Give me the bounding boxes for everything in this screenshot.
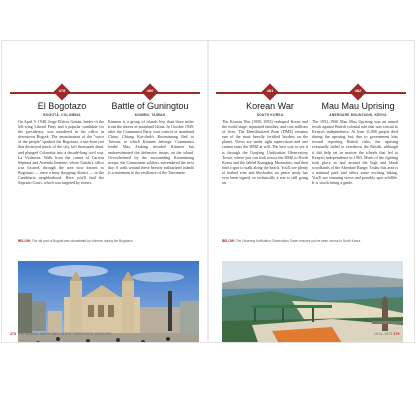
page-number: 378 [10,332,17,336]
entry-body: The Korean War (1950–1953) reshaped Korea and the world stage, separated families, and cost millions of lives. The Demilitarized Zone (DMZ) remains one of the most heavily fortified borders on the planet. Views are under tight supervision and one cannot enter the DMZ at will. The best way to see it is through the Gonjong Unification Observatory Tower, where you can look across the DMZ to North Korea and the fabled Kumgang Mountains, and then find a spot to walk along the beach. You'll see plenty of barbed wire and blockades; no peace treaty has ever been signed, so technically a war is still going on. [222,119,308,186]
page-number: 379 [393,332,400,336]
entry-number: 478 [58,88,66,93]
bogota-plaza-photo [18,261,199,342]
caption-text: The old part of Bogotá was devastated by violence during the Bogotazo. [31,239,134,243]
entry-number: 482 [354,88,362,93]
page-footer [374,332,400,336]
book-spread [2,41,414,342]
entry-title: Battle of Guningtou [111,101,189,111]
entry-body: Kinmen is a group of islands less than three miles from the shores of mainland China. In October 1949, after the Communist Party won control of mainland China, Chiang Kai-shek's Kuomintang fled to Taiwan, to which Kinmen belongs. Communist leader Mao Zedong invaded Kinmen but underestimated the defensive troops on the island. Overwhelmed by the surrounding Kuomintang troops, the Communist soldiers surrendered the next day. A walk around these heavily militarized islands is a testament to the resilience of the Taiwanese. [108,119,194,175]
page-footer [10,332,112,336]
right-page [208,41,414,342]
goseong-observatory-photo [222,261,403,342]
section-rule [10,92,200,94]
caption-label: BELOW: [18,239,31,243]
section-rule [216,92,406,94]
entry-number: 481 [266,88,274,93]
running-head: 1914–1970 [374,332,393,336]
entry-title: El Bogotazo [37,101,87,111]
entry-number: 480 [146,88,154,93]
entry-body: The 1952–1960 Mau Mau Uprising was an armed revolt against British colonial rule that was crucial to Kenya's independence. At least 11,000 people died during the uprising but, due to government bias toward reporting British risks, the uprising eventually failed to overthrow the British, although it did help set in motion the wheels that led to Kenya's independence in 1963. Much of the fighting took place in and around the high and bleak woodlands of the Aberdare Range. Today this area is a national park and offers some exciting hiking. You'll see stunning views and possibly spot wildlife. It is worth hiring a guide. [312,119,398,186]
caption-label: BELOW: [222,239,235,243]
entry-location: ABERDARE MOUNTAINS, KENYA [329,113,387,117]
entry-location: KINMEN, TAIWAN [134,113,166,117]
entry-location: SOUTH KOREA [256,113,284,117]
running-head: THE WORLD WARS AND LATER TWENTIETH CENTURY [17,332,112,336]
photo-caption [222,239,402,243]
entry-title: Korean War [246,101,294,111]
entry-title: Mau Mau Uprising [321,101,395,111]
entry-body: On April 9, 1948, Jorge Eliécer Gaitán, leader of the left-wing Liberal Party and a popular candidate for the presidency, was murdered in his office in downtown Bogotá. The assassination of the "voice of the people" sparked the Bogotazo, a ten-hour riot that destroyed much of the city, left thousands dead, and plunged Colombia into a decade-long civil war, La Violencia. Walk from the corner of Carrera Séptima and Avenida Jiménez, where Gaitán's office was located, through the area now known as Bogotazo — once a busy shopping district — to the Candelaria neighborhood. Here you'll find the Soprano Court, which was targeted by rioters. [18,119,104,186]
caption-text: The Goseong Unification Observation Tower ensures you've seen across to North Korea. [235,239,361,243]
entry-location: BOGOTÁ, COLOMBIA [43,113,81,117]
left-page [2,41,208,342]
photo-caption [18,239,198,243]
